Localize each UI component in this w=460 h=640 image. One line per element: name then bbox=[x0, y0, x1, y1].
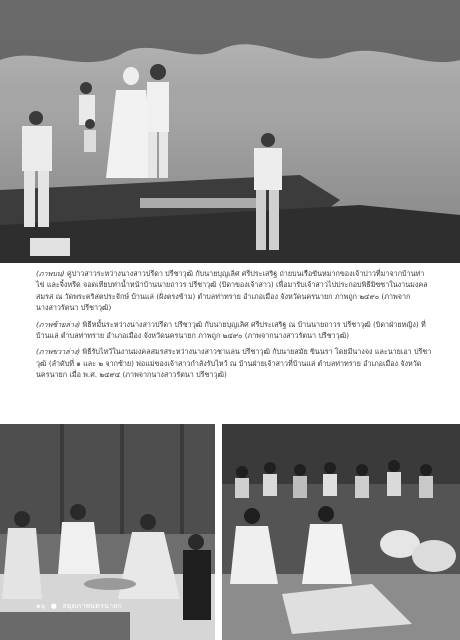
caption-position: (ภาพบน) bbox=[36, 269, 65, 278]
bullet-separator: ● bbox=[50, 602, 58, 610]
photo-wedding-blessing bbox=[222, 424, 460, 640]
page-number: ๑๖ bbox=[36, 602, 46, 610]
caption-position: (ภาพขวาล่าง) bbox=[36, 347, 81, 357]
caption-text: คู่บ่าวสาวระหว่างนางสาวปรีดา ปรีชาวุฒิ กับนายบุญเลิศ ศรีประเสริฐ ถ่ายบนเรือขันหมากของเจ้าบ่าวที่มาจากบ้านท่าไข่ และจิ้งหรีด จอดเทียบท่าน้ำหน้าบ้านนายถาวร ปรีชาวุฒิ (บิดาของเจ้าสาว) เพื่อมารับเจ้าสาวไปประกอบพิธีมิซซาในงานมงคลสมรส ณ วัดพระคริสตประจักษ์ บ้านแล่ (ฝั่งตรงข้าม) ตำบลท่าทราย อำเภอเมือง จังหวัดนครนายก ภาพถูก ๒๔๙๐ (ภาพจากนางสาวรัตนา ปรีชาวุฒิ) bbox=[36, 269, 428, 313]
caption-bottom-right-photo bbox=[36, 346, 432, 380]
photo-wedding-blessing-image bbox=[222, 424, 460, 640]
page-footer bbox=[36, 601, 122, 612]
caption-bottom-left-photo bbox=[36, 319, 432, 342]
photo-wedding-boat-image bbox=[0, 0, 460, 263]
caption-top-photo bbox=[36, 268, 432, 314]
caption-text: พิธีหมั้นระหว่างนางสาวปรีดา ปรีชาวุฒิ กับนายบุญเลิศ ศรีประเสริฐ ณ บ้านนายถาวร ปรีชาวุฒิ (บิดาฝ่ายหญิง) ที่บ้านแล่ ตำบลท่าทราย อำเภอเมือง จังหวัดนครนายก ภาพถูก ๒๔๙๐ (ภาพจากนางสาวรัตนา ปรีชาวุฒิ) bbox=[36, 319, 426, 341]
caption-text: พิธีรับไหว้ในงานมงคลสมรสระหว่างนางสาวชาแลน ปรีชาวุฒิ กับนายสมัย ขินนรา โดยมีนางจง และนายเอา ปรีชาวุฒิ (ลำดับที่ ๑ และ ๒ จากซ้าย) พ่อแม่ของเจ้าสาวกำลังรับไหว้ ณ บ้านฝ่ายเจ้าสาวที่บ้านแล่ ตำบลท่าทราย อำเภอเมือง จังหวัดนครนายก เมื่อ พ.ศ. ๒๔๙๔ (ภาพจากนางสาวรัตนา ปรีชาวุฒิ) bbox=[36, 347, 432, 380]
photo-wedding-boat bbox=[0, 0, 460, 263]
caption-position: (ภาพซ้ายล่าง) bbox=[36, 319, 81, 329]
book-title: สมุดภาพนครนายก bbox=[62, 602, 122, 610]
caption-block bbox=[36, 268, 432, 386]
